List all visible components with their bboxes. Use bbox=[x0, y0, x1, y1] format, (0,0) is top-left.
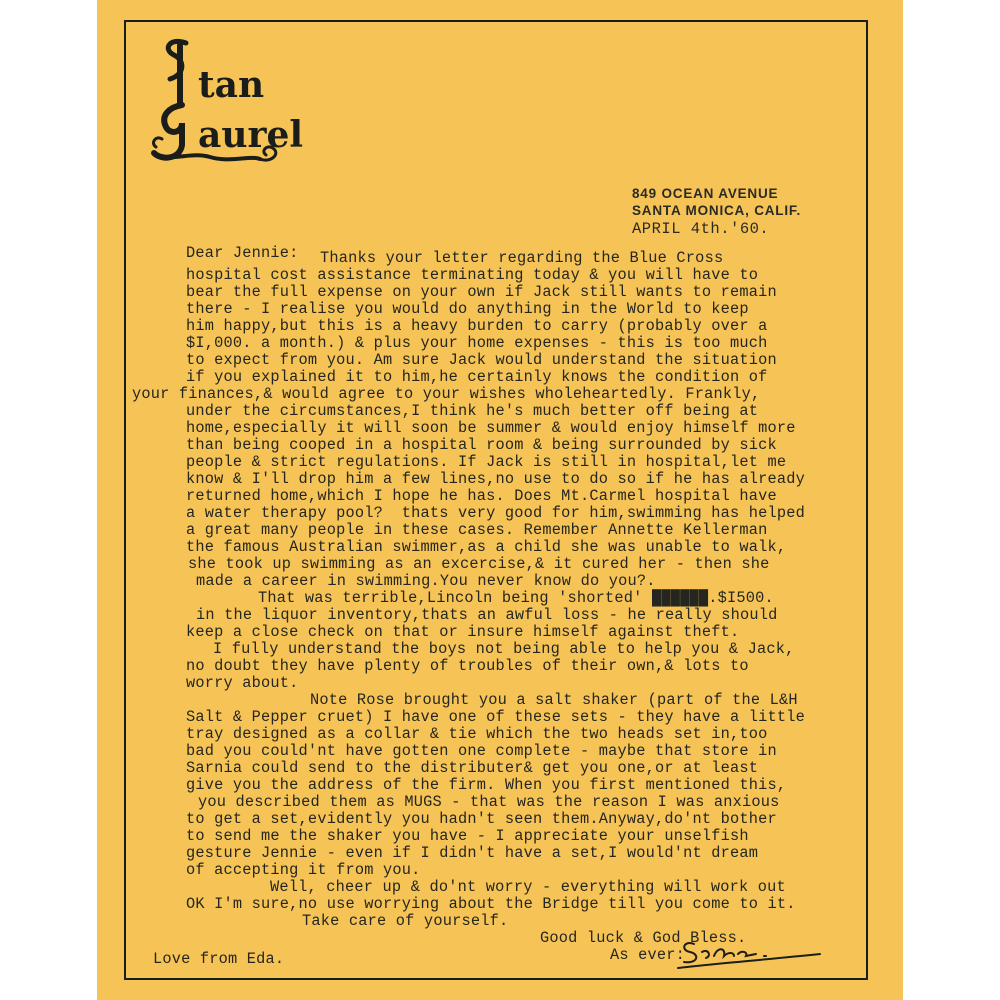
body-line: Note Rose brought you a salt shaker (part of the L&H bbox=[310, 691, 798, 709]
body-line: Take care of yourself. bbox=[302, 912, 509, 930]
body-line: keep a close check on that or insure himself against theft. bbox=[186, 623, 740, 641]
body-line: know & I'll drop him a few lines,no use to do so if he has already bbox=[186, 470, 806, 488]
body-line: Salt & Pepper cruet) I have one of these sets - they have a little bbox=[186, 708, 806, 726]
body-line: bear the full expense on your own if Jack still wants to remain bbox=[186, 283, 777, 301]
body-line: That was terrible,Lincoln being 'shorted' ██████.$I500. bbox=[258, 589, 774, 607]
signature bbox=[672, 930, 822, 975]
body-line: she took up swimming as an excercise,& it cured her - then she bbox=[188, 555, 770, 573]
body-line: hospital cost assistance terminating today & you will have to bbox=[186, 266, 759, 284]
address-line-2: SANTA MONICA, CALIF. bbox=[632, 203, 801, 218]
body-line: a great many people in these cases. Remember Annette Kellerman bbox=[186, 521, 768, 539]
logo-word-laurel: aurel bbox=[198, 114, 304, 156]
body-line: people & strict regulations. If Jack is still in hospital,let me bbox=[186, 453, 787, 471]
body-line: your finances,& would agree to your wishes wholeheartedly. Frankly, bbox=[132, 385, 761, 403]
body-line: to send me the shaker you have - I appreciate your unselfish bbox=[186, 827, 749, 845]
body-line: under the circumstances,I think he's much better off being at bbox=[186, 402, 759, 420]
body-line: Thanks your letter regarding the Blue Cross bbox=[320, 249, 724, 267]
body-line: gesture Jennie - even if I didn't have a set,I would'nt dream bbox=[186, 844, 759, 862]
letter-date: APRIL 4th.'60. bbox=[632, 220, 770, 238]
body-line: to get a set,evidently you hadn't seen them.Anyway,do'nt bother bbox=[186, 810, 777, 828]
stan-laurel-logo bbox=[140, 35, 315, 170]
logo-word-stan: tan bbox=[198, 64, 265, 106]
body-line: I fully understand the boys not being able to help you & Jack, bbox=[213, 640, 795, 658]
body-line: him happy,but this is a heavy burden to carry (probably over a bbox=[186, 317, 768, 335]
body-line: in the liquor inventory,thats an awful loss - he really should bbox=[196, 606, 778, 624]
body-line: Sarnia could send to the distributer& get you one,or at least bbox=[186, 759, 759, 777]
body-line: you described them as MUGS - that was the reason I was anxious bbox=[198, 793, 780, 811]
postscript: Love from Eda. bbox=[153, 950, 285, 968]
body-line: the famous Australian swimmer,as a child she was unable to walk, bbox=[186, 538, 787, 556]
body-line: $I,000. a month.) & plus your home expenses - this is too much bbox=[186, 334, 768, 352]
body-line: there - I realise you would do anything in the World to keep bbox=[186, 300, 749, 318]
address-line-1: 849 OCEAN AVENUE bbox=[632, 186, 779, 201]
body-line: a water therapy pool? thats very good for him,swimming has helped bbox=[186, 504, 806, 522]
body-line: returned home,which I hope he has. Does Mt.Carmel hospital have bbox=[186, 487, 777, 505]
closing-line-2: As ever: bbox=[610, 946, 686, 964]
body-line: of accepting it from you. bbox=[186, 861, 421, 879]
body-line: than being cooped in a hospital room & being surrounded by sick bbox=[186, 436, 777, 454]
body-line: to expect from you. Am sure Jack would understand the situation bbox=[186, 351, 777, 369]
body-line: no doubt they have plenty of troubles of their own,& lots to bbox=[186, 657, 749, 675]
body-line: made a career in swimming.You never know do you?. bbox=[196, 572, 656, 590]
body-line: OK I'm sure,no use worrying about the Bridge till you come to it. bbox=[186, 895, 796, 913]
body-line: if you explained it to him,he certainly knows the condition of bbox=[186, 368, 768, 386]
greeting: Dear Jennie: bbox=[186, 244, 299, 262]
body-line: bad you could'nt have gotten one complete - maybe that store in bbox=[186, 742, 777, 760]
body-line: tray designed as a collar & tie which the two heads set in,too bbox=[186, 725, 768, 743]
body-line: home,especially it will soon be summer & would enjoy himself more bbox=[186, 419, 796, 437]
closing-line-1: Good luck & God Bless. bbox=[540, 929, 747, 947]
body-line: Well, cheer up & do'nt worry - everything will work out bbox=[270, 878, 786, 896]
body-line: worry about. bbox=[186, 674, 299, 692]
body-line: give you the address of the firm. When you first mentioned this, bbox=[186, 776, 787, 794]
